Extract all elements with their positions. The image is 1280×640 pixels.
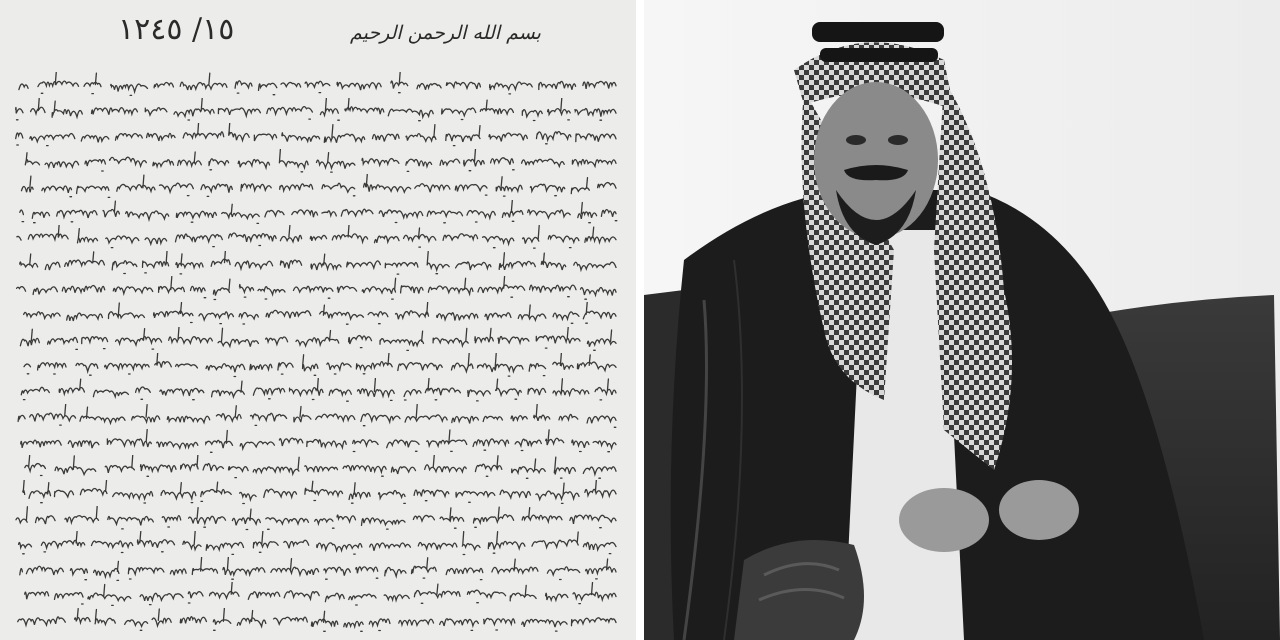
agal-top bbox=[812, 22, 944, 42]
handwritten-line bbox=[10, 557, 622, 583]
handwritten-line bbox=[10, 378, 622, 404]
handwritten-line bbox=[10, 353, 622, 379]
handwritten-line bbox=[10, 302, 622, 328]
handwritten-line bbox=[10, 506, 622, 532]
handwritten-line bbox=[10, 276, 622, 302]
handwritten-line bbox=[10, 455, 622, 481]
handwritten-line bbox=[10, 174, 622, 200]
hand-right bbox=[899, 488, 989, 552]
handwritten-line bbox=[10, 480, 622, 506]
handwritten-line bbox=[10, 531, 622, 557]
handwritten-line bbox=[10, 251, 622, 277]
handwritten-letter-panel bbox=[0, 0, 636, 640]
agal-bottom bbox=[820, 48, 938, 62]
handwritten-line bbox=[10, 404, 622, 430]
portrait-photo bbox=[644, 0, 1280, 640]
portrait-photo-panel bbox=[644, 0, 1280, 640]
handwritten-line bbox=[10, 98, 622, 124]
handwritten-line bbox=[10, 327, 622, 353]
handwritten-line bbox=[10, 429, 622, 455]
handwritten-line bbox=[10, 72, 622, 98]
face bbox=[814, 82, 938, 238]
letter-basmala: بسم الله الرحمن الرحيم bbox=[350, 22, 541, 44]
letter-body bbox=[10, 72, 622, 638]
handwritten-line bbox=[10, 200, 622, 226]
handwritten-line bbox=[10, 608, 622, 634]
letter-date: ١٥/ ١٢٤٥ bbox=[118, 12, 235, 47]
handwritten-line bbox=[10, 123, 622, 149]
handwritten-line bbox=[10, 149, 622, 175]
handwritten-line bbox=[10, 225, 622, 251]
hand-left bbox=[999, 480, 1079, 540]
panel-divider bbox=[636, 0, 644, 640]
handwritten-line bbox=[10, 582, 622, 608]
